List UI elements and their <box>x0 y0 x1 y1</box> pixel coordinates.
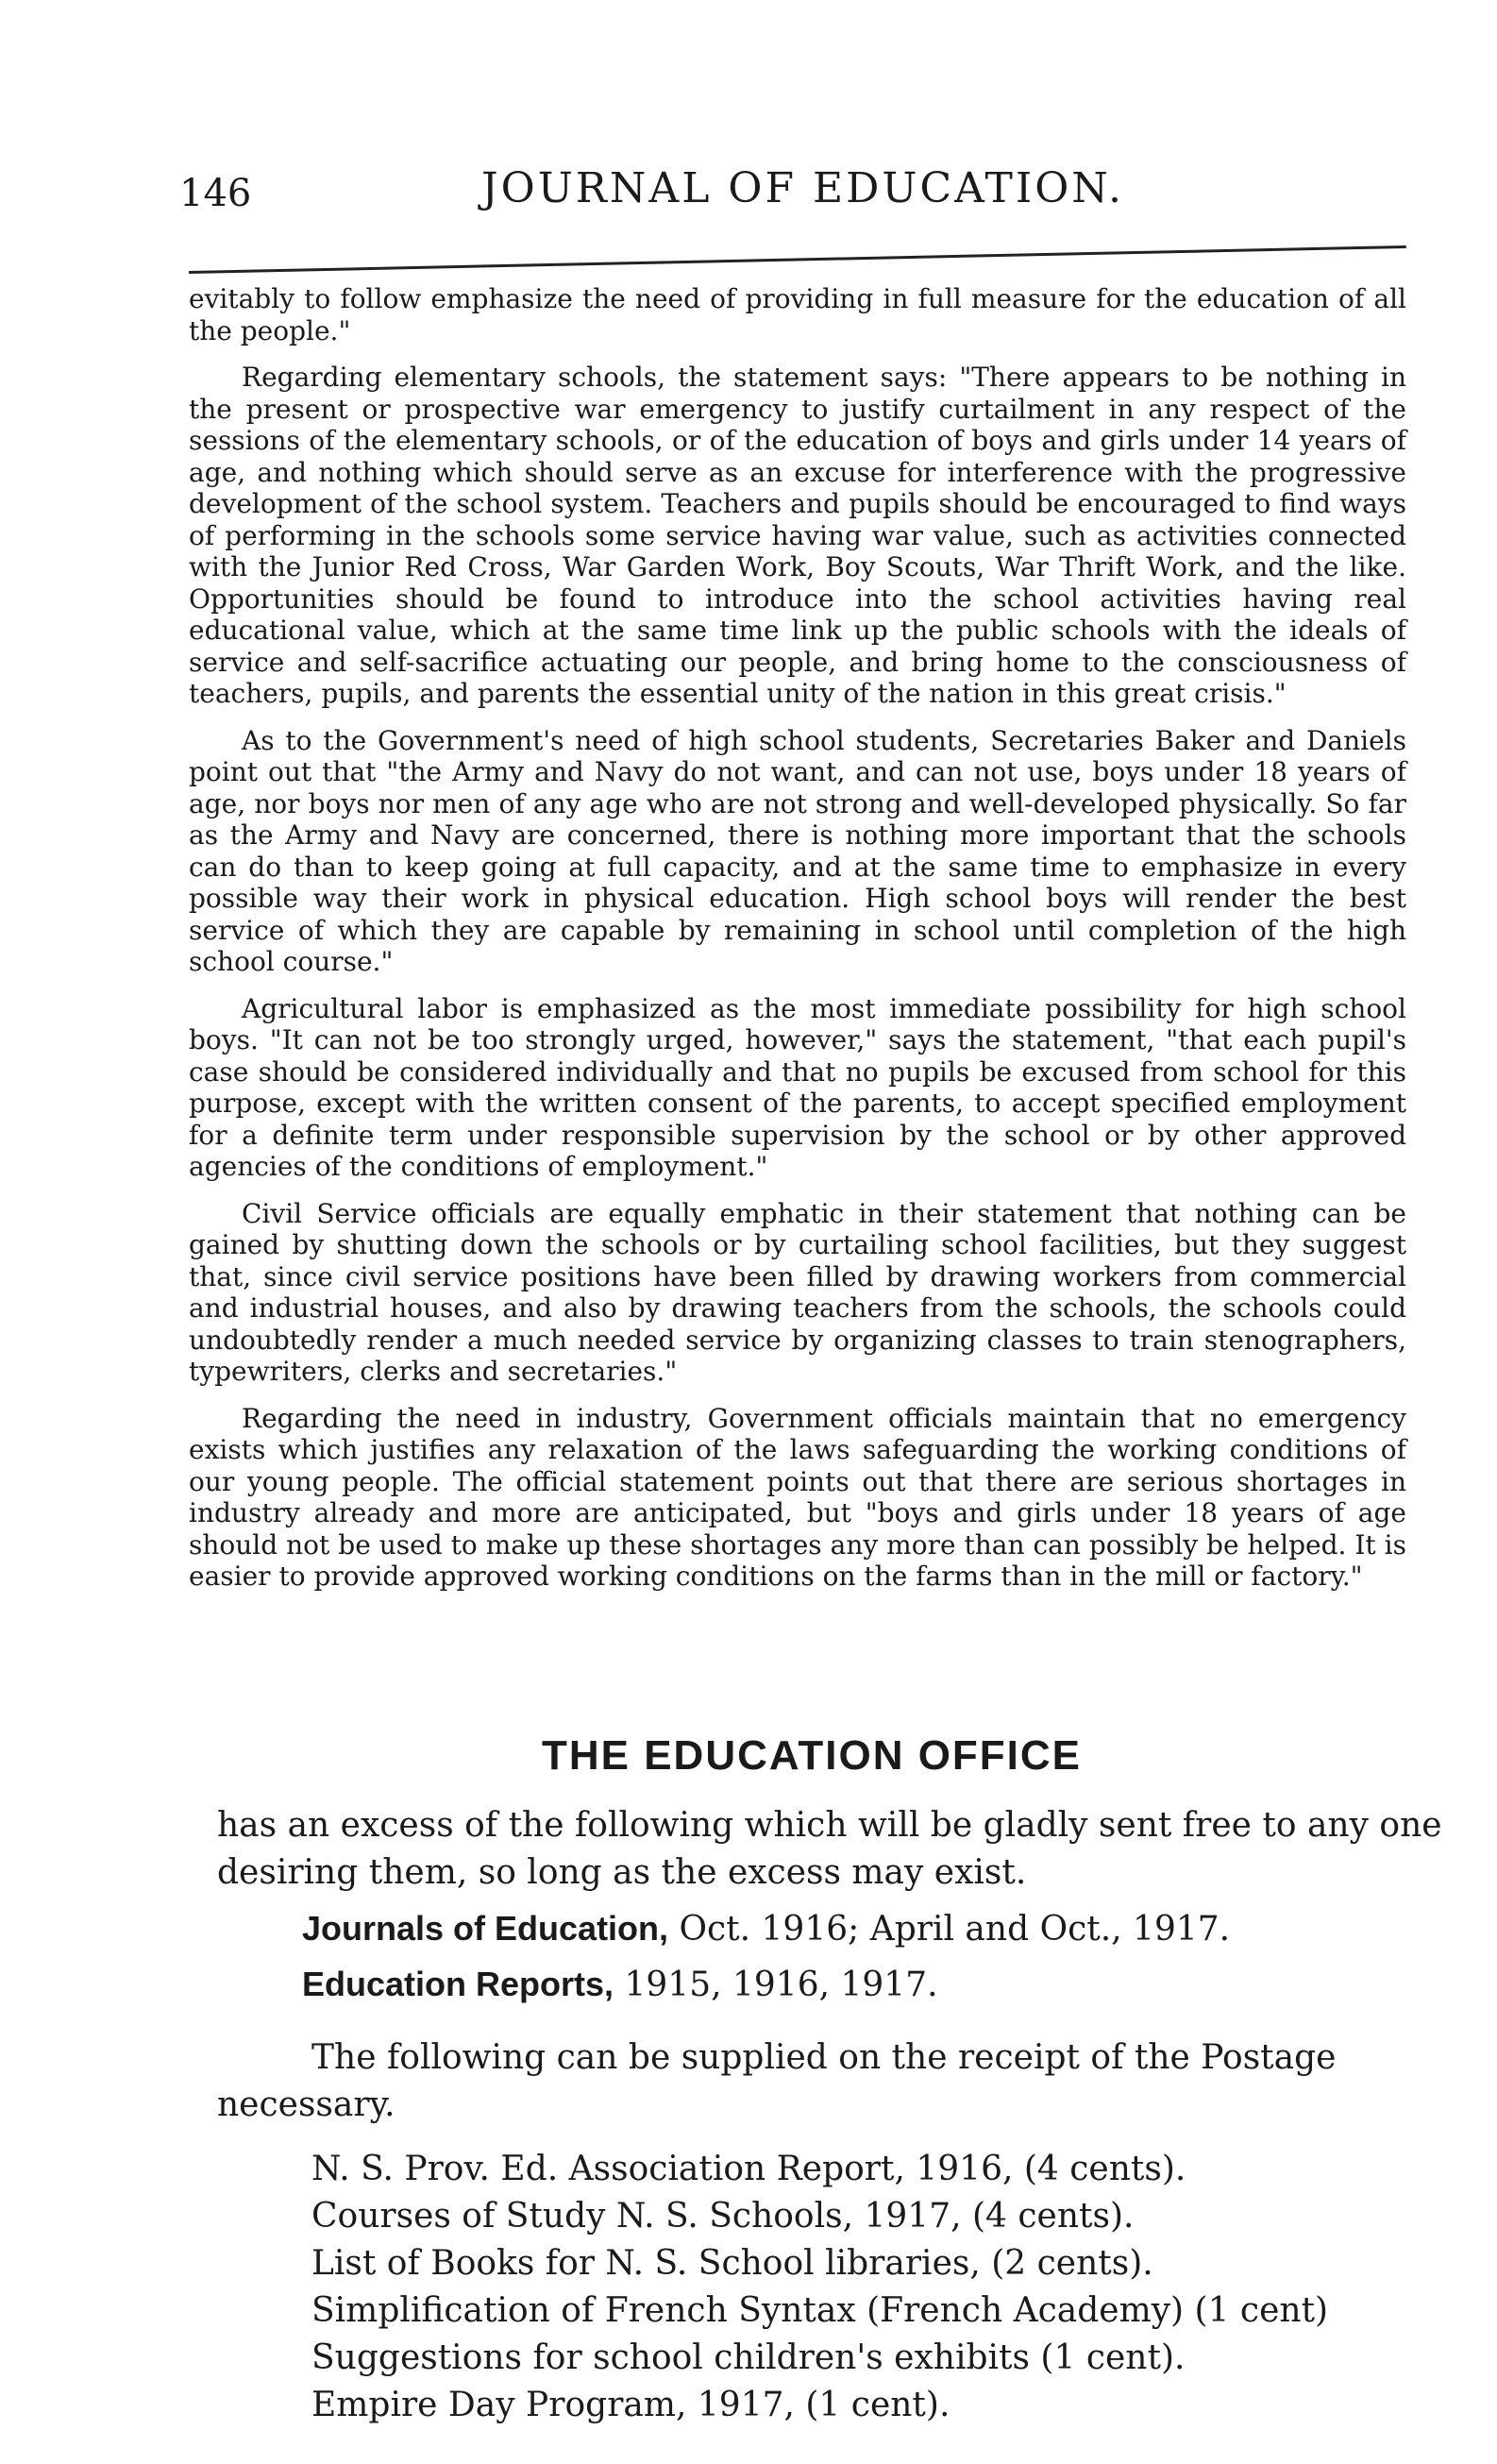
education-office-notice <box>217 1732 1444 2429</box>
page-header <box>179 160 1406 236</box>
article-paragraph: Agricultural labor is emphasized as the most immediate possibility for high school boys. "It can not be too strongly urged, however," says the statement, "that each pupil's case should be considered individually and that no pupils be excused from school for this purpose, except with the written consent of the parents, to accept specified employment for a definite term under responsible supervision by the school or by other approved agencies of the conditions of employment." <box>189 992 1406 1182</box>
list-item: Simplification of French Syntax (French Academy) (1 cent) <box>311 2291 1329 2330</box>
list-item: N. S. Prov. Ed. Association Report, 1916, (4 cents). <box>311 2150 1186 2188</box>
notice-heading: THE EDUCATION OFFICE <box>541 1732 1083 1779</box>
article-paragraph: evitably to follow emphasize the need of providing in full measure for the education of all the people." <box>189 283 1406 346</box>
list-item: Suggestions for school children's exhibits (1 cent). <box>311 2338 1186 2377</box>
article-paragraph: Regarding the need in industry, Government officials maintain that no emergency exists which justifies any relaxation of the laws safeguarding the working conditions of our young people. The official statement points out that there are serious shortages in industry already and more are anticipated, but "boys and girls under 18 years of age should not be used to make up these shortages any more than can possibly be helped. It is easier to provide approved working conditions on the farms than in the mill or factory." <box>189 1402 1406 1592</box>
page-number: 146 <box>179 172 252 215</box>
free-item-detail: 1915, 1916, 1917. <box>614 1966 938 2004</box>
free-item <box>302 1904 1444 1954</box>
free-item-detail: Oct. 1916; April and Oct., 1917. <box>668 1910 1231 1949</box>
article-paragraph: As to the Government's need of high school students, Secretaries Baker and Daniels point out that "the Army and Navy do not want, and can not use, boys under 18 years of age, nor boys nor men of any age who are not strong and well-developed physically. So far as the Army and Navy are concerned, there is nothing more important that the schools can do than to keep going at full capacity, and at the same time to emphasize in every possible way their work in physical education. High school boys will render the best service of which they are capable by remaining in school until completion of the high school course." <box>189 724 1406 977</box>
article-body <box>189 283 1406 1608</box>
article-paragraph: Civil Service officials are equally emphatic in their statement that nothing can be gained by shutting down the schools or by curtailing school facilities, but they suggest that, since civil service positions have been filled by drawing workers from commercial and industrial houses, and also by drawing teachers from the schools, the schools could undoubtedly render a much needed service by organizing classes to train stenographers, typewriters, clerks and secretaries." <box>189 1197 1406 1387</box>
postage-intro: The following can be supplied on the receipt of the Postage necessary. <box>217 2038 1337 2124</box>
free-item-title: Education Reports, <box>302 1965 614 2003</box>
journal-title: JOURNAL OF EDUCATION. <box>481 164 1124 212</box>
free-item <box>302 1960 1444 2010</box>
list-item: Empire Day Program, 1917, (1 cent). <box>311 2386 950 2424</box>
list-item: Courses of Study N. S. Schools, 1917, (4 cents). <box>311 2197 1135 2236</box>
free-item-title: Journals of Education, <box>302 1909 669 1948</box>
header-rule <box>189 245 1406 274</box>
list-item: List of Books for N. S. School libraries, (2 cents). <box>311 2244 1153 2283</box>
notice-intro: has an excess of the following which will be gladly sent free to any one desiring them, so long as the excess may exist. <box>217 1806 1442 1892</box>
article-paragraph: Regarding elementary schools, the statement says: "There appears to be nothing in the present or prospective war emergency to justify curtailment in any respect of the sessions of the elementary schools, or of the education of boys and girls under 14 years of age, and nothing which should serve as an excuse for interference with the progressive development of the school system. Teachers and pupils should be encouraged to find ways of performing in the schools some service having war value, such as activities connected with the Junior Red Cross, War Garden Work, Boy Scouts, War Thrift Work, and the like. Opportunities should be found to introduce into the school activities having real educational value, which at the same time link up the public schools with the ideals of service and self-sacrifice actuating our people, and bring home to the consciousness of teachers, pupils, and parents the essential unity of the nation in this great crisis." <box>189 362 1406 709</box>
postage-list <box>217 2146 1444 2429</box>
